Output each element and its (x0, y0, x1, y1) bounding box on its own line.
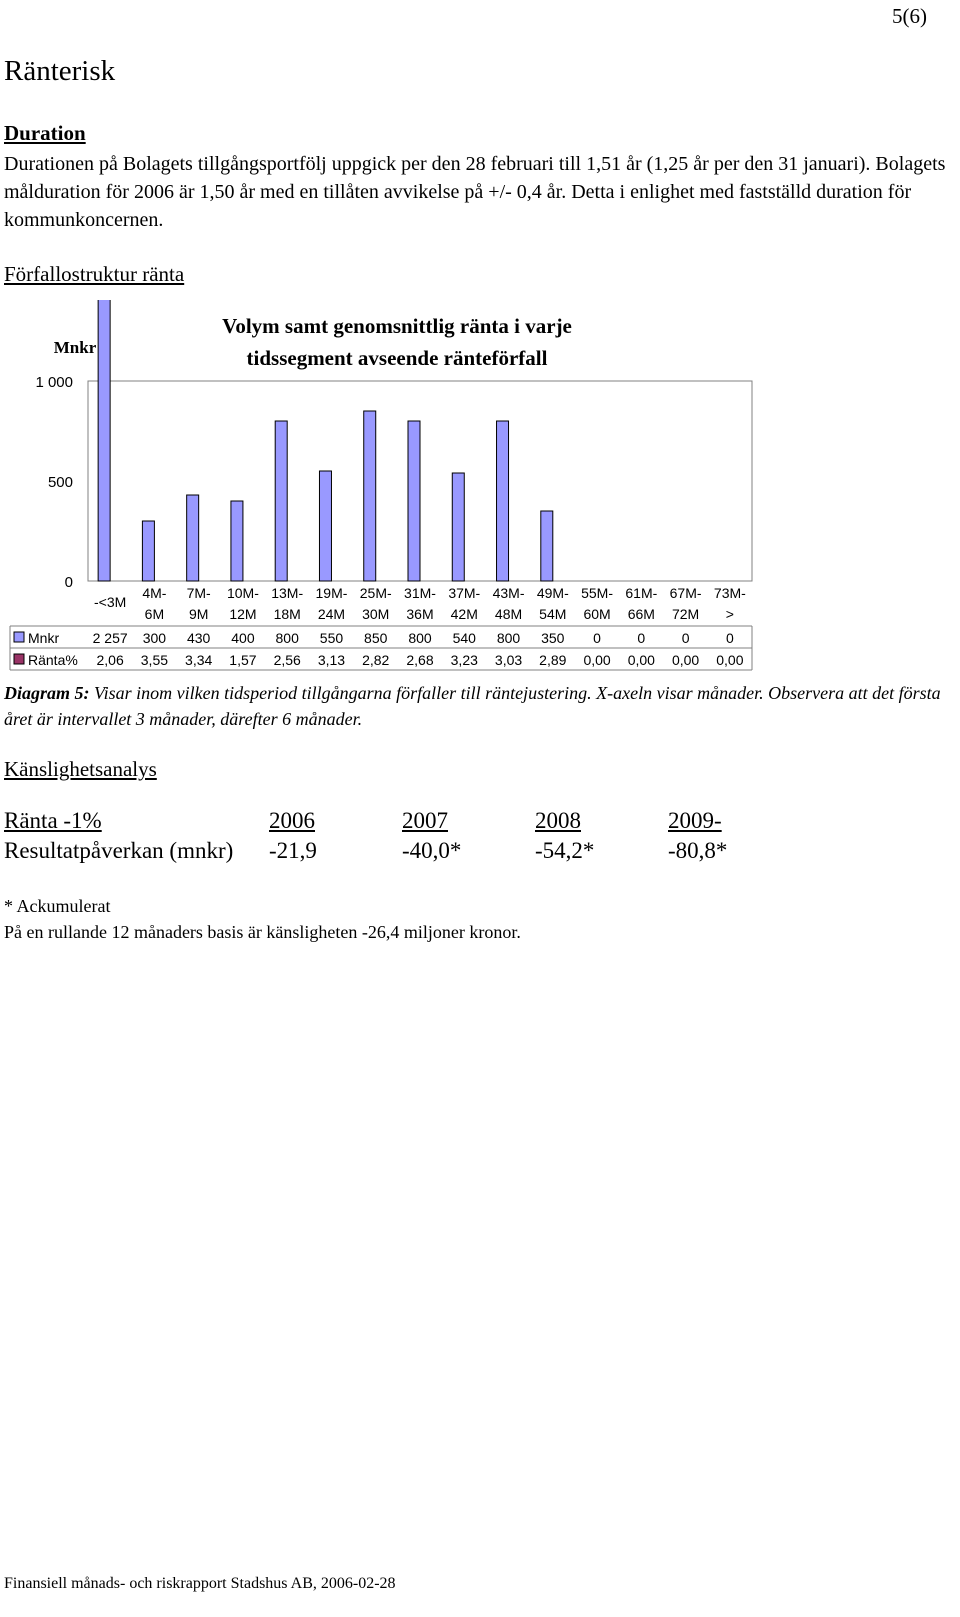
note-accumulated: * Ackumulerat (4, 896, 111, 916)
legend-swatch (14, 632, 24, 642)
bar-mnkr (98, 300, 110, 581)
x-category-label: 43M- (492, 585, 525, 601)
data-table-value: 800 (408, 630, 432, 646)
data-table-value: 400 (231, 630, 255, 646)
bar-mnkr (231, 501, 243, 581)
sensitivity-year-2007: 2007 (402, 808, 448, 833)
data-table-value: 850 (364, 630, 388, 646)
legend-label: Ränta% (28, 652, 78, 668)
x-category-label: 66M (627, 606, 655, 622)
data-table-value: 300 (142, 630, 167, 646)
x-category-label: 9M (188, 606, 209, 622)
bar-mnkr (187, 495, 199, 581)
caption-text: Visar inom vilken tidsperiod tillgångarna förfaller till räntejustering. X-axeln visar månader. Observera att det första året är intervallet 3 månader, därefter 6 månader. (4, 683, 941, 729)
data-table-value: 540 (452, 630, 476, 646)
legend-label: Mnkr (28, 630, 60, 646)
x-category-label: -<3M (93, 594, 127, 610)
data-table-value: 3,03 (494, 652, 523, 668)
x-category-label: 10M- (226, 585, 259, 601)
sensitivity-year-2006: 2006 (269, 808, 315, 833)
sensitivity-value-label: Resultatpåverkan (mnkr) (4, 838, 234, 863)
bar-mnkr (497, 421, 509, 581)
sensitivity-year-2008: 2008 (535, 808, 581, 833)
data-table-value: 2 257 (92, 630, 128, 646)
legend-swatch (14, 654, 24, 664)
data-table-value: 3,55 (140, 652, 169, 668)
x-category-label: 49M- (536, 585, 569, 601)
bar-mnkr (319, 471, 331, 581)
duration-heading: Duration (4, 121, 86, 145)
sensitivity-value-2006: -21,9 (269, 838, 317, 863)
page-title: Ränterisk (4, 55, 116, 87)
page-footer: Finansiell månads- och riskrapport Stadshus AB, 2006-02-28 (4, 1575, 396, 1592)
x-category-label: 12M (229, 606, 257, 622)
x-category-label: 72M (671, 606, 700, 622)
x-category-label: 42M (450, 606, 478, 622)
data-table-value: 0,00 (671, 652, 700, 668)
x-category-label: 48M (494, 606, 523, 622)
data-table-value: 0,00 (716, 652, 744, 668)
data-table-value: 0,00 (583, 652, 611, 668)
maturity-chart-svg (0, 300, 770, 680)
data-table-value: 2,56 (273, 652, 301, 668)
data-table-value: 0 (637, 630, 646, 646)
x-category-label: 54M (539, 606, 567, 622)
bar-mnkr (541, 511, 553, 581)
y-tick-label: 1 000 (35, 374, 73, 391)
maturity-chart (0, 300, 770, 680)
bar-mnkr (364, 411, 376, 581)
y-axis-label: Mnkr (53, 338, 97, 357)
duration-paragraph: Durationen på Bolagets tillgångsportfölj uppgick per den 28 februari till 1,51 år (1,25 år per den 31 januari). Bolagets målduration för 2006 är 1,50 år med en tillåten avvikelse på +/- 0,4 år. Detta i enlighet med fastställd duration för kommunkoncernen. (4, 153, 946, 231)
data-table-value: 430 (186, 630, 211, 646)
y-tick-label: 0 (64, 574, 73, 591)
x-category-label: 31M- (404, 585, 436, 601)
sensitivity-header-label: Ränta -1% (4, 808, 102, 833)
chart-heading: Förfallostruktur ränta (4, 262, 185, 286)
bar-mnkr (408, 421, 420, 581)
x-category-label: 36M (406, 606, 434, 622)
sensitivity-heading: Känslighetsanalys (4, 757, 157, 781)
chart-caption (4, 680, 954, 732)
data-table-value: 550 (319, 630, 344, 646)
data-table-value: 2,82 (362, 652, 390, 668)
data-table-value: 3,23 (450, 652, 478, 668)
data-table-value: 3,13 (317, 652, 346, 668)
page-number: 5(6) (892, 4, 927, 28)
data-table-value: 0,00 (627, 652, 655, 668)
x-category-label: 55M- (581, 585, 614, 601)
x-category-label: 24M (317, 606, 346, 622)
sensitivity-value-2007: -40,0* (402, 838, 462, 863)
sensitivity-year-2009: 2009- (668, 808, 722, 833)
x-category-label: 4M- (142, 585, 167, 601)
x-category-label: 19M- (315, 585, 348, 601)
data-table-value: 350 (541, 630, 565, 646)
data-table-value: 800 (275, 630, 299, 646)
data-table-value: 2,89 (539, 652, 567, 668)
x-category-label: 37M- (448, 585, 481, 601)
data-table-value: 2,68 (406, 652, 434, 668)
bar-mnkr (452, 473, 464, 581)
data-table-value: 2,06 (96, 652, 124, 668)
bar-mnkr (142, 521, 154, 581)
x-category-label: 6M (144, 606, 165, 622)
x-category-label: 13M- (271, 585, 304, 601)
sensitivity-value-2009: -80,8* (668, 838, 728, 863)
y-tick-label: 500 (47, 474, 73, 491)
x-category-label: 25M- (359, 585, 392, 601)
caption-label: Diagram 5: (4, 683, 90, 703)
sensitivity-value-2008: -54,2* (535, 838, 595, 863)
bar-mnkr (275, 421, 287, 581)
data-table-value: 800 (496, 630, 521, 646)
x-category-label: 60M (583, 606, 611, 622)
x-category-label: 18M (273, 606, 301, 622)
data-table-value: 3,34 (185, 652, 213, 668)
data-table-value: 0 (593, 630, 601, 646)
data-table-value: 0 (725, 630, 734, 646)
x-category-label: 30M (362, 606, 390, 622)
data-table-value: 1,57 (229, 652, 257, 668)
chart-title-line: tidssegment avseende ränteförfall (246, 346, 548, 370)
x-category-label: > (725, 606, 734, 622)
x-category-label: 67M- (669, 585, 702, 601)
x-category-label: 7M- (186, 585, 211, 601)
x-category-label: 61M- (625, 585, 658, 601)
chart-title-line: Volym samt genomsnittlig ränta i varje (222, 314, 572, 338)
notes (4, 893, 521, 945)
note-rolling: På en rullande 12 månaders basis är känsligheten -26,4 miljoner kronor. (4, 922, 521, 942)
data-table-value: 0 (681, 630, 690, 646)
x-category-label: 73M- (713, 585, 746, 601)
